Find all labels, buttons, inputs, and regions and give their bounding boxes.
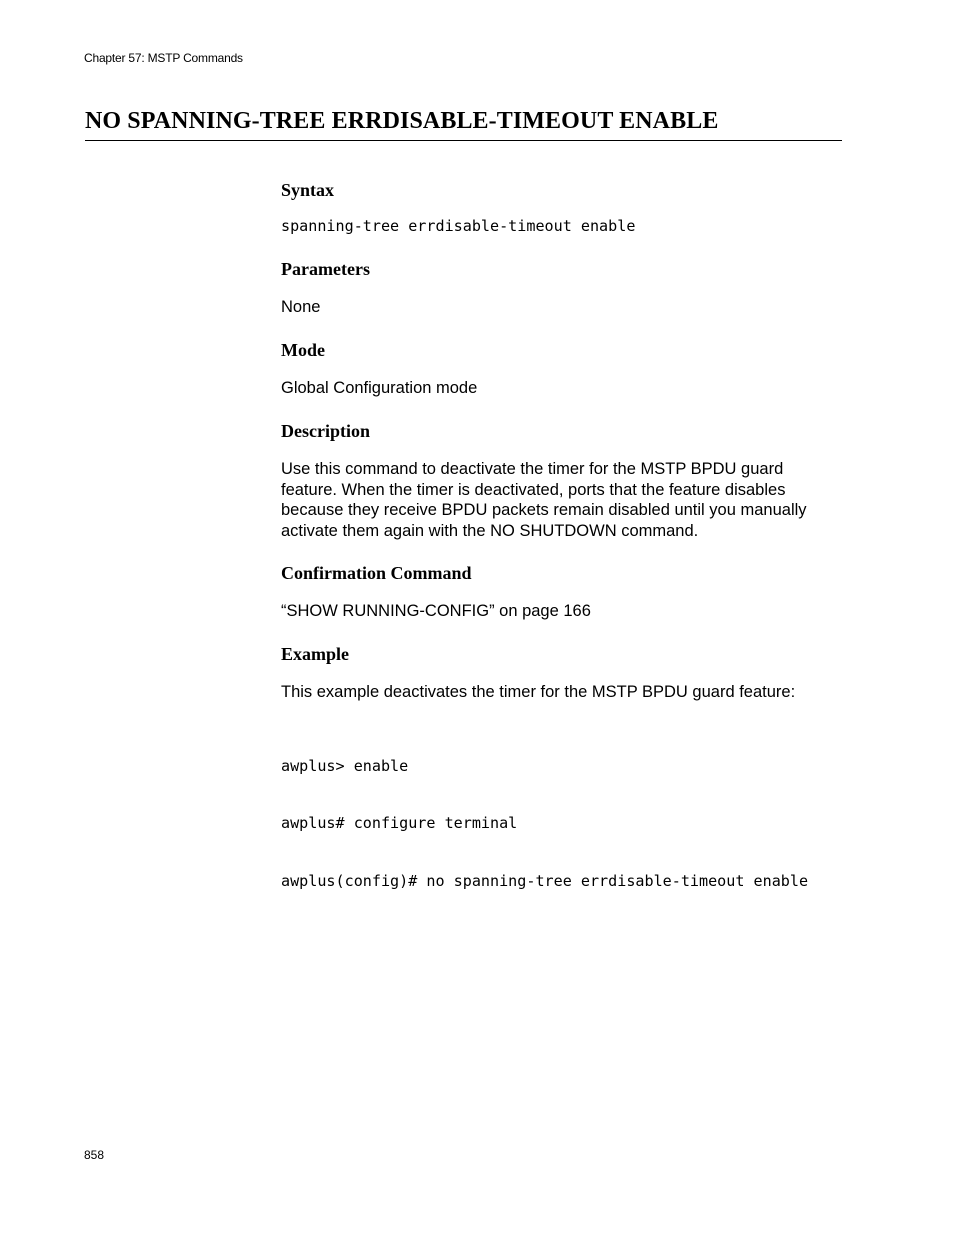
description-paragraph — [281, 459, 807, 541]
example-code-line: awplus# configure terminal — [281, 814, 518, 833]
description-heading: Description — [281, 421, 370, 441]
example-heading: Example — [281, 644, 350, 664]
running-header: Chapter 57: MSTP Commands — [84, 51, 243, 65]
confirmation-link[interactable]: “SHOW RUNNING-CONFIG” on page 166 — [281, 602, 591, 620]
syntax-heading: Syntax — [281, 180, 335, 200]
description-line: Use this command to deactivate the timer for the MSTP BPDU guard — [281, 460, 784, 478]
example-code-line: awplus> enable — [281, 756, 409, 775]
parameters-text: None — [281, 298, 321, 316]
syntax-code: spanning-tree errdisable-timeout enable — [281, 217, 636, 235]
page-number: 858 — [84, 1148, 105, 1162]
parameters-heading: Parameters — [281, 259, 370, 279]
page-title: NO SPANNING-TREE ERRDISABLE-TIMEOUT ENABLE — [85, 108, 719, 134]
mode-text: Global Configuration mode — [281, 379, 478, 397]
mode-heading: Mode — [281, 340, 325, 360]
description-line: activate them again with the NO SHUTDOWN command. — [281, 521, 699, 540]
example-text: This example deactivates the timer for the MSTP BPDU guard feature: — [281, 683, 796, 701]
description-line: feature. When the timer is deactivated, ports that the feature disables — [281, 480, 786, 499]
title-rule — [85, 140, 842, 141]
description-line: because they receive BPDU packets remain disabled until you manually — [281, 501, 807, 519]
example-code-block — [281, 718, 808, 911]
example-code-line: awplus(config)# no spanning-tree errdisable-timeout enable — [281, 872, 809, 891]
confirmation-heading: Confirmation Command — [281, 563, 472, 583]
